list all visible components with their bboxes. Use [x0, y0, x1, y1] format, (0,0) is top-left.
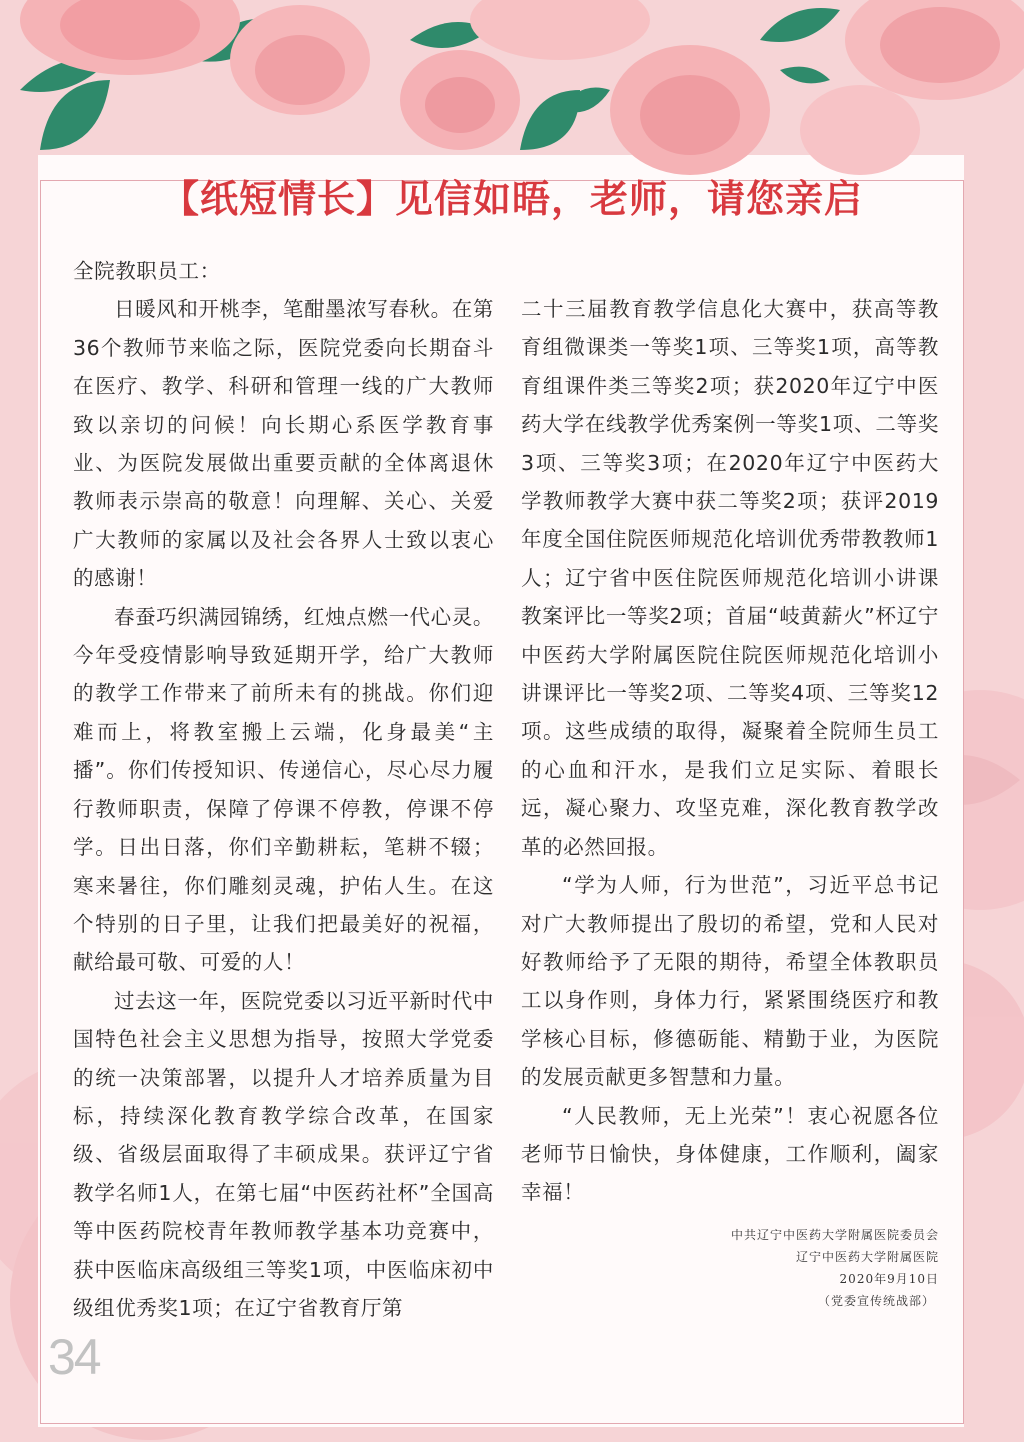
signature-department: （党委宣传统战部）: [817, 1294, 935, 1308]
signature-block: [519, 1224, 939, 1312]
paragraph-continuation: 二十三届教育教学信息化大赛中，获高等教育组微课类一等奖1项、三等奖1项，高等教育组课件类三等奖2项；获2020年辽宁中医药大学在线教学优秀案例一等奖1项、二等奖3项、三等奖3项；在2020年辽宁中医药大学教师教学大赛中获二等奖2项；获评2019年度全国住院医师规范化培训优秀带教教师1人；辽宁省中医住院医师规范化培训小讲课教案评比一等奖2项；首届“岐黄薪火”杯辽宁中医药大学附属医院住院医师规范化培训小讲课评比一等奖2项、二等奖4项、三等奖12项。这些成绩的取得，凝聚着全院师生员工的心血和汗水，是我们立足实际、着眼长远，凝心聚力、攻坚克难，深化教育教学改革的必然回报。: [521, 297, 939, 859]
paragraph: 日暖风和开桃李，笔酣墨浓写春秋。在第36个教师节来临之际，医院党委向长期奋斗在医疗、教学、科研和管理一线的广大教师致以亲切的问候！向长期心系医学教育事业、为医院发展做出重要贡献的全体离退休教师表示崇高的敬意！向理解、关心、关爱广大教师的家属以及社会各界人士致以衷心的感谢！: [73, 297, 494, 591]
right-column: [521, 290, 939, 1212]
paragraph: “学为人师，行为世范”，习近平总书记对广大教师提出了殷切的希望，党和人民对好教师给予了无限的期待，希望全体教职员工以身作则，身体力行，紧紧围绕医疗和教学核心目标，修德砺能、精勤于业，为医院的发展贡献更多智慧和力量。: [521, 873, 939, 1090]
greeting: 全院教职员工：: [73, 259, 221, 283]
signature-date: 2020年9月10日: [839, 1272, 939, 1286]
page-title: 【纸短情长】见信如晤，老师，请您亲启: [160, 176, 863, 221]
left-column: [73, 252, 494, 1327]
paragraph: 过去这一年，医院党委以习近平新时代中国特色社会主义思想为指导，按照大学党委的统一决策部署，以提升人才培养质量为目标，持续深化教育教学综合改革，在国家级、省级层面取得了丰硕成果。获评辽宁省教学名师1人，在第七届“中医药社杯”全国高等中医药院校青年教师教学基本功竞赛中，获中医临床高级组三等奖1项，中医临床初中级组优秀奖1项；在辽宁省教育厅第: [73, 988, 494, 1320]
paragraph: “人民教师，无上光荣”！衷心祝愿各位老师节日愉快，身体健康，工作顺利，阖家幸福！: [521, 1103, 939, 1205]
signature-hospital: 辽宁中医药大学附属医院: [795, 1250, 939, 1264]
paragraph: 春蚕巧织满园锦绣，红烛点燃一代心灵。今年受疫情影响导致延期开学，给广大教师的教学工作带来了前所未有的挑战。你们迎难而上，将教室搬上云端，化身最美“主播”。你们传授知识、传递信心，尽心尽力履行教师职责，保障了停课不停教，停课不停学。日出日落，你们辛勤耕耘，笔耕不辍；寒来暑往，你们雕刻灵魂，护佑人生。在这个特别的日子里，让我们把最美好的祝福，献给最可敬、可爱的人！: [73, 604, 494, 975]
signature-organization: 中共辽宁中医药大学附属医院委员会: [730, 1228, 939, 1242]
page-number: 34: [48, 1329, 100, 1385]
